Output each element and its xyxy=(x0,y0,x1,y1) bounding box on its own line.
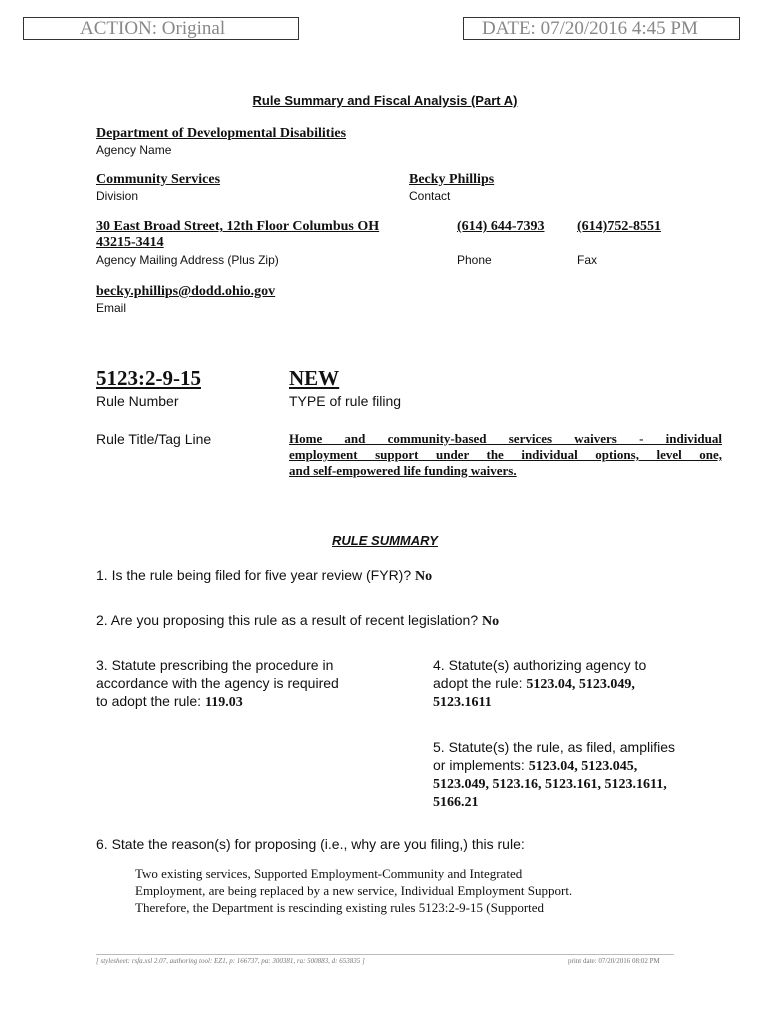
question-1 xyxy=(96,566,432,586)
phone-label: Phone xyxy=(457,253,492,267)
agency-name-value: Department of Developmental Disabilities xyxy=(96,126,347,141)
contact-label: Contact xyxy=(409,189,451,203)
rule-title-line-2: employment support under the individual options, level one, xyxy=(289,447,722,462)
rule-title-label: Rule Title/Tag Line xyxy=(96,431,212,447)
question-5 xyxy=(433,738,675,812)
question-4-line-1: 4. Statute(s) authorizing agency to xyxy=(433,657,647,673)
agency-name-label: Agency Name xyxy=(96,143,172,157)
question-6-body-line-3: Therefore, the Department is rescinding existing rules 5123:2-9-15 (Supported xyxy=(135,900,545,915)
question-4 xyxy=(433,656,646,712)
question-6-body-line-1: Two existing services, Supported Employment-Community and Integrated xyxy=(135,866,523,881)
question-3-line-2: accordance with the agency is required xyxy=(96,675,339,691)
date-text: DATE: 07/20/2016 4:45 PM xyxy=(482,18,698,39)
email-value: becky.phillips@dodd.ohio.gov xyxy=(96,284,276,299)
email-label: Email xyxy=(96,301,127,315)
question-4-answer-b: 5123.1611 xyxy=(433,695,492,710)
question-5-line-1: 5. Statute(s) the rule, as filed, amplifies xyxy=(433,739,675,755)
rule-number-value: 5123:2-9-15 xyxy=(96,366,201,390)
question-2-answer: No xyxy=(482,614,500,629)
date-box xyxy=(463,17,740,40)
footer-metadata: [ stylesheet: rsfa.xsl 2.07, authoring tool: EZ1, p: 166737, pa: 300381, ra: 500883, d: 653835 ] xyxy=(96,957,365,965)
question-3-line-3: to adopt the rule: xyxy=(96,693,202,709)
question-4-line-2: adopt the rule: xyxy=(433,675,523,691)
action-box xyxy=(23,17,299,40)
question-4-answer-a: 5123.04, 5123.049, xyxy=(526,677,635,692)
footer-divider xyxy=(96,954,674,955)
question-5-answer-c: 5166.21 xyxy=(433,795,479,810)
division-value: Community Services xyxy=(96,172,221,187)
question-3 xyxy=(96,656,339,712)
rule-title-line-1: Home and community-based services waivers - individual xyxy=(289,431,722,446)
address-label: Agency Mailing Address (Plus Zip) xyxy=(96,253,279,267)
phone-value: (614) 644-7393 xyxy=(457,219,545,234)
address-value xyxy=(96,219,379,251)
rule-title-line-3: and self-empowered life funding waivers. xyxy=(289,463,517,478)
question-5-line-2: or implements: xyxy=(433,757,525,773)
division-label: Division xyxy=(96,189,139,203)
action-text: ACTION: Original xyxy=(80,18,226,39)
question-3-answer: 119.03 xyxy=(204,695,243,710)
question-5-answer-b: 5123.049, 5123.16, 5123.161, 5123.1611, xyxy=(433,777,667,792)
rule-summary-heading: RULE SUMMARY xyxy=(332,533,438,548)
question-1-answer: No xyxy=(415,569,433,584)
footer-print-date: print date: 07/20/2016 08:02 PM xyxy=(568,957,660,965)
rule-title-value xyxy=(289,431,722,479)
filing-type-label: TYPE of rule filing xyxy=(289,393,402,409)
question-6-body xyxy=(135,865,572,916)
question-6-body-line-2: Employment, are being replaced by a new service, Individual Employment Support. xyxy=(135,883,573,898)
fax-value: (614)752-8551 xyxy=(577,219,661,234)
address-line-2: 43215-3414 xyxy=(96,235,164,250)
question-1-text: 1. Is the rule being filed for five year review (FYR)? xyxy=(96,567,412,583)
question-6-text: 6. State the reason(s) for proposing (i.e., why are you filing,) this rule: xyxy=(96,836,525,852)
filing-type-value: NEW xyxy=(289,366,340,390)
question-2 xyxy=(96,611,499,631)
address-line-1: 30 East Broad Street, 12th Floor Columbus OH xyxy=(96,219,380,234)
fax-label: Fax xyxy=(577,253,598,267)
rule-number-label: Rule Number xyxy=(96,393,179,409)
page-title: Rule Summary and Fiscal Analysis (Part A) xyxy=(252,93,518,108)
question-5-answer-a: 5123.04, 5123.045, xyxy=(528,759,638,774)
contact-value: Becky Phillips xyxy=(409,172,495,187)
question-3-line-1: 3. Statute prescribing the procedure in xyxy=(96,657,334,673)
question-2-text: 2. Are you proposing this rule as a result of recent legislation? xyxy=(96,612,479,628)
